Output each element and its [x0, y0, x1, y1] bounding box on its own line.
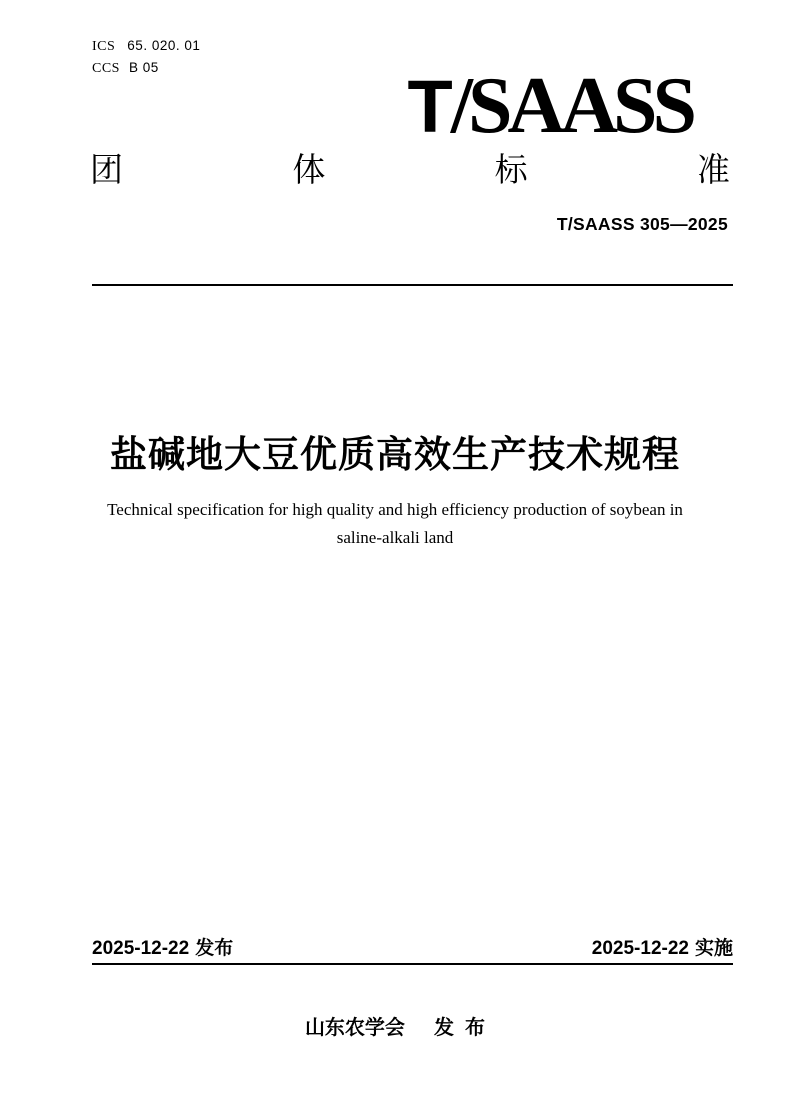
ics-code: 65. 020. 01 [127, 38, 201, 53]
publisher-name: 山东农学会 [304, 1017, 405, 1039]
standard-number: T/SAASS 305—2025 [556, 214, 728, 234]
logo-saass: /SAASS [450, 62, 692, 150]
ics-label: ICS [92, 39, 116, 54]
standard-body-logo [407, 62, 692, 150]
document-title-en [0, 496, 790, 552]
standard-type-row [90, 150, 730, 190]
standard-type-char-4: 准 [696, 151, 730, 188]
standard-type-char-2: 体 [292, 151, 326, 188]
implement-date-group [592, 938, 733, 960]
issue-label: 发布 [195, 938, 234, 959]
logo-letter-t: T [407, 65, 451, 148]
standard-type-char-3: 标 [494, 151, 528, 188]
date-row [92, 938, 733, 965]
issue-date-group [92, 938, 233, 960]
title-en-line-1: Technical specification for high quality and high efficiency production of soybean in [107, 500, 683, 519]
ccs-label: CCS [92, 61, 120, 76]
implement-date: 2025-12-22 [591, 938, 689, 959]
issue-date: 2025-12-22 [92, 938, 190, 959]
ccs-row [92, 57, 200, 79]
publish-label: 发 布 [433, 1017, 486, 1039]
classification-codes [92, 35, 200, 79]
publisher-row [0, 1016, 790, 1040]
standard-type-char-1: 团 [90, 151, 123, 188]
ccs-code: B 05 [128, 60, 159, 75]
document-title-zh: 盐碱地大豆优质高效生产技术规程 [110, 434, 680, 475]
implement-label: 实施 [694, 938, 733, 959]
title-en-line-2: saline-alkali land [336, 528, 454, 547]
ics-row [92, 35, 200, 57]
header-rule [92, 284, 733, 286]
